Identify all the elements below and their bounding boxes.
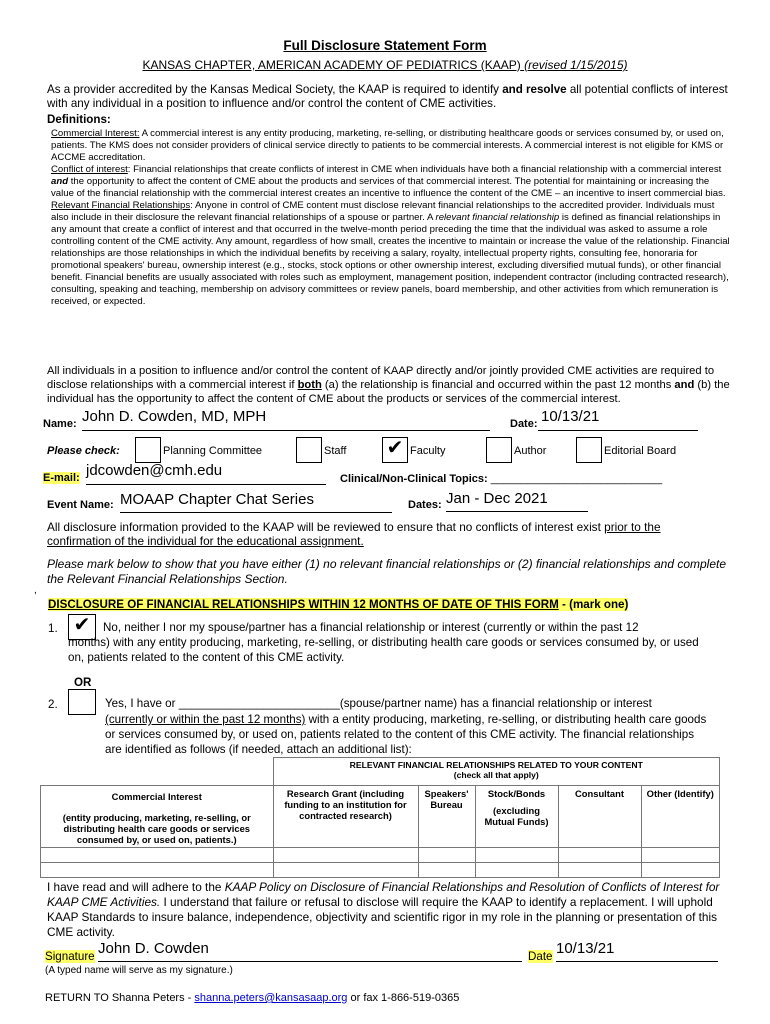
- instruction-text: Please mark below to show that you have either (1) no relevant financial relationships or (2) financial relationships and complete the Relevant Financial Relationships Section.: [47, 557, 727, 586]
- signature-field[interactable]: John D. Cowden: [98, 940, 522, 962]
- subtitle-revised: (revised 1/15/2015): [524, 58, 628, 72]
- footer-return-text: RETURN TO Shanna Peters -: [45, 992, 195, 1004]
- event-name-field[interactable]: MOAAP Chapter Chat Series: [120, 491, 392, 513]
- def-relevant-text-a: : Anyone in control of CME content must disclose relevant financial relationships to the accredited provider. Individuals must also include in their disclosure the relevant financial relationships of a spouse or partner. A: [51, 200, 715, 223]
- intro-bold: and resolve: [502, 83, 567, 96]
- option2-number: 2.: [48, 698, 58, 711]
- req-and: and: [674, 379, 695, 391]
- definitions-block: [51, 128, 731, 308]
- email-label: E-mail:: [43, 472, 80, 484]
- col-research-grant: Research Grant (including funding to an institution for contracted research): [273, 786, 418, 848]
- req-text-a: All individuals in a position to influence and/or control the content of KAAP directly and/or jointly provided CME activities are required to disclose relationships with a commercial interest if: [47, 365, 715, 391]
- role-label-faculty: Faculty: [410, 445, 446, 457]
- table-header: [273, 758, 720, 786]
- footer-email-link[interactable]: shanna.peters@kansasaap.org: [194, 992, 348, 1004]
- form-subtitle: [0, 58, 770, 72]
- col-other: Other (Identify): [641, 786, 720, 848]
- subtitle-main: KANSAS CHAPTER, AMERICAN ACADEMY OF PEDIATRICS (KAAP): [142, 58, 521, 72]
- requirement-paragraph: [47, 364, 737, 406]
- dates-field[interactable]: Jan - Dec 2021: [446, 490, 588, 512]
- name-label: Name:: [43, 418, 77, 430]
- def-relevant-italic: relevant financial relationship: [435, 212, 560, 223]
- topics-field[interactable]: ____________________________: [490, 473, 663, 485]
- col-commercial-interest: [41, 786, 274, 848]
- signature-note: (A typed name will serve as my signature.): [45, 965, 233, 976]
- checkbox-option-no[interactable]: ✔: [68, 614, 96, 640]
- checkbox-faculty[interactable]: ✔: [382, 437, 408, 463]
- req-both: both: [297, 379, 322, 391]
- review-underlined-a: prior to the: [604, 520, 661, 534]
- attestation-paragraph: [47, 880, 722, 940]
- col-commercial-title: Commercial Interest: [111, 791, 202, 802]
- definitions-label: Definitions:: [47, 113, 111, 126]
- relationships-table: [40, 757, 720, 878]
- review-underlined-b: confirmation of the individual for the educational assignment.: [47, 534, 364, 548]
- signature-label: Signature: [45, 950, 95, 963]
- role-label-planning: Planning Committee: [163, 445, 263, 457]
- col-commercial-desc: (entity producing, marketing, re-selling, or distributing health care goods or services consumed by, or used on, patients.): [62, 812, 251, 845]
- date-field[interactable]: 10/13/21: [538, 408, 698, 431]
- table-header-sub: (check all that apply): [453, 770, 539, 780]
- footer-fax-text: or fax 1-866-519-0365: [347, 992, 460, 1004]
- col-stock-desc: (excluding Mutual Funds): [484, 805, 549, 827]
- def-relevant-term: Relevant Financial Relationships: [51, 200, 191, 211]
- date-label: Date:: [510, 418, 538, 430]
- intro-text-b: all potential conflicts of interest with any individual in a position to influence and/or control the content of CME activities.: [47, 83, 728, 110]
- table-header-title: RELEVANT FINANCIAL RELATIONSHIPS RELATED TO YOUR CONTENT: [349, 760, 643, 770]
- option2-line1: Yes, I have or _________________________(spouse/partner name) has a financial relationship or interest: [105, 697, 652, 710]
- checkbox-planning-committee[interactable]: [135, 437, 161, 463]
- footer-return: [45, 992, 459, 1004]
- def-conflict-text-a: : Financial relationships that create conflicts of interest in CME when individuals have both a financial relationship with a commercial interest: [127, 164, 722, 175]
- table-corner: [41, 758, 274, 786]
- disclosure-heading-suffix: - (mark one): [558, 598, 629, 611]
- role-label-staff: Staff: [324, 445, 347, 457]
- req-text-c: (b) the individual has the opportunity to affect the content of CME about the products or services of the commercial interest.: [47, 379, 730, 405]
- attest-text-b: I understand that failure or refusal to disclose will require the KAAP to identify a replacement. I will uphold KAAP Standards to insure balance, independence, objectivity and scientific rigor in my role in the planning or presentation of this CME activity.: [47, 895, 717, 939]
- col-consultant: Consultant: [558, 786, 641, 848]
- option2-rest: [105, 712, 710, 757]
- topics-row: [340, 473, 662, 485]
- please-check-label: Please check:: [47, 445, 120, 457]
- or-label: OR: [74, 676, 92, 689]
- disclosure-heading-text: DISCLOSURE OF FINANCIAL RELATIONSHIPS WITHIN 12 MONTHS OF DATE OF THIS FORM: [48, 598, 559, 611]
- table-row[interactable]: [41, 863, 720, 878]
- col-stock-title: Stock/Bonds: [487, 788, 546, 799]
- intro-text-a: As a provider accredited by the Kansas Medical Society, the KAAP is required to identify: [47, 83, 503, 96]
- option1-rest: months) with any entity producing, marketing, re-selling, or distributing health care goods or services consumed by, or used on, patients related to the content of this CME activity.: [68, 636, 699, 664]
- checkbox-author[interactable]: [486, 437, 512, 463]
- email-field[interactable]: jdcowden@cmh.edu: [86, 462, 326, 485]
- option2-rest-text: with a entity producing, marketing, re-selling, or distributing health care goods or services consumed by, or used on, patients related to the content of this CME activity. The financial relationships are identified as follows (if needed, attach an additional list):: [105, 713, 707, 756]
- review-notice: [47, 520, 737, 548]
- def-relevant-text-b: is defined as financial relationships in any amount that create a conflict of interest and that occurred in the twelve-month period preceding the time that the individual was asked to assume a role controlling content of the CME activity. Any amount, regardless of how small, creates the incentive to maintain or increase the value of the relationship. Financial relationships are those relationships in which the individual benefits by receiving a salary, royalty, intellectual property rights, consulting fee, honoraria for promotional speakers' bureau, ownership interest (e.g., stocks, stock options or other ownership interest, excluding diversified mutual funds), or other financial benefit. Financial benefits are usually associated with roles such as employment, management position, independent contractor (including contracted research), consulting, speaking and teaching, membership on advisory committees or review panels, board membership, and other activities from which remuneration is received, or expected.: [51, 212, 730, 307]
- topics-label: Clinical/Non-Clinical Topics:: [340, 473, 488, 485]
- col-stock-bonds: [475, 786, 558, 848]
- event-name-label: Event Name:: [47, 499, 114, 511]
- def-conflict-term: Conflict of interest: [51, 164, 128, 175]
- checkbox-editorial-board[interactable]: [576, 437, 602, 463]
- role-label-author: Author: [514, 445, 547, 457]
- table-row[interactable]: [41, 848, 720, 863]
- checkbox-staff[interactable]: [296, 437, 322, 463]
- signature-date-label: Date: [528, 950, 553, 963]
- req-text-b: (a) the relationship is financial and occurred within the past 12 months: [321, 379, 675, 391]
- checkbox-option-yes[interactable]: [68, 689, 96, 715]
- attest-italic: KAAP Policy on Disclosure of Financial Relationships and Resolution of Conflicts of Interest for KAAP CME Activities.: [47, 880, 720, 909]
- option1-line1: No, neither I nor my spouse/partner has a financial relationship or interest (currently or within the past 12: [103, 621, 639, 634]
- def-commercial-text: A commercial interest is any entity producing, marketing, re-selling, or distributing healthcare goods or services consumed by, or used on, patients. The KMS does not consider providers of clinical service directly to patients to be commercial interests. A commercial interest is not eligible for KMS or ACCME accreditation.: [51, 128, 724, 163]
- disclosure-heading: [48, 598, 628, 611]
- review-text: All disclosure information provided to the KAAP will be reviewed to ensure that no conflicts of interest exist: [47, 520, 605, 534]
- def-commercial-term: Commercial Interest:: [51, 128, 140, 139]
- intro-paragraph: [47, 83, 737, 111]
- signature-date-field[interactable]: 10/13/21: [556, 940, 718, 962]
- name-field[interactable]: John D. Cowden, MD, MPH: [82, 408, 490, 431]
- stray-mark: ,: [34, 585, 37, 596]
- dates-label: Dates:: [408, 499, 442, 511]
- option2-underlined: (currently or within the past 12 months): [105, 713, 306, 726]
- def-conflict-text-b: the opportunity to affect the content of CME about the products and services of that commercial interest. The potential for maintaining or increasing the value of the financial relationship with the commercial interest creates an incentive to influence the content of the CME – an incentive to insert commercial bias.: [51, 176, 726, 199]
- def-conflict-and: and: [51, 176, 69, 187]
- role-label-editorial: Editorial Board: [604, 445, 677, 457]
- attest-text-a: I have read and will adhere to the: [47, 880, 225, 894]
- col-speakers-bureau: Speakers' Bureau: [418, 786, 475, 848]
- form-title: Full Disclosure Statement Form: [283, 38, 487, 53]
- option1-number: 1.: [48, 622, 58, 635]
